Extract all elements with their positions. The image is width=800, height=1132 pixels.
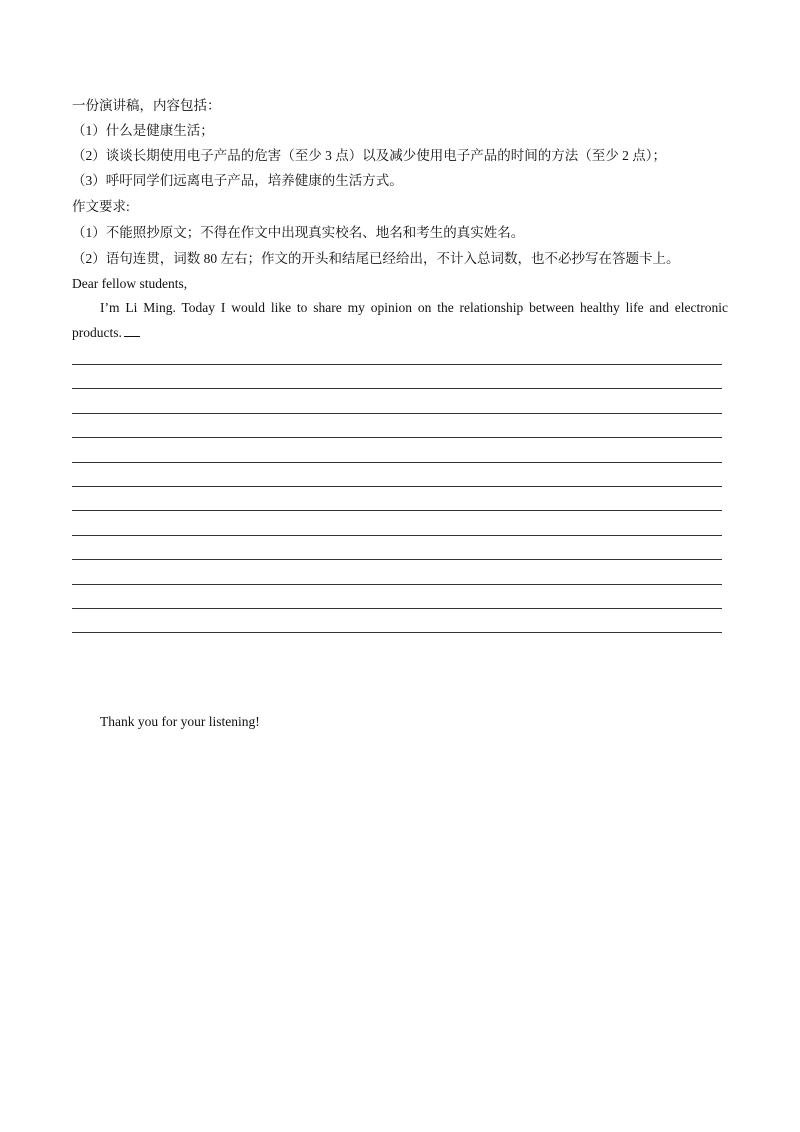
writing-line[interactable] bbox=[72, 535, 722, 559]
writing-line[interactable] bbox=[72, 559, 722, 583]
writing-line[interactable] bbox=[72, 584, 722, 608]
writing-line[interactable] bbox=[72, 364, 722, 388]
writing-line[interactable] bbox=[72, 437, 722, 461]
writing-line[interactable] bbox=[72, 632, 722, 656]
instruction-item-3: （3）呼吁同学们远离电子产品，培养健康的生活方式。 bbox=[72, 173, 403, 188]
writing-line[interactable] bbox=[72, 388, 722, 412]
instructions-intro: 一份演讲稿，内容包括： bbox=[72, 98, 221, 113]
answer-blank[interactable] bbox=[124, 324, 140, 337]
essay-opening-paragraph bbox=[72, 295, 728, 345]
answer-writing-area[interactable] bbox=[72, 364, 722, 657]
requirements-heading: 作文要求: bbox=[72, 199, 130, 214]
essay-greeting: Dear fellow students, bbox=[72, 276, 188, 291]
writing-line[interactable] bbox=[72, 486, 722, 510]
essay-closing: Thank you for your listening! bbox=[100, 714, 260, 729]
writing-line[interactable] bbox=[72, 608, 722, 632]
writing-line[interactable] bbox=[72, 510, 722, 534]
instruction-item-1: （1）什么是健康生活； bbox=[72, 123, 214, 138]
writing-line[interactable] bbox=[72, 413, 722, 437]
writing-line[interactable] bbox=[72, 462, 722, 486]
instruction-item-2: （2）谈谈长期使用电子产品的危害（至少 3 点）以及减少使用电子产品的时间的方法（至少 2 点）； bbox=[72, 148, 666, 163]
requirement-item-2: （2）语句连贯，词数 80 左右；作文的开头和结尾已经给出，不计入总词数，也不必抄写在答题卡上。 bbox=[72, 251, 680, 266]
essay-opening-text: I’m Li Ming. Today I would like to share my opinion on the relationship between healthy life and electronic products. bbox=[72, 300, 728, 340]
requirement-item-1: （1）不能照抄原文；不得在作文中出现真实校名、地名和考生的真实姓名。 bbox=[72, 225, 525, 240]
